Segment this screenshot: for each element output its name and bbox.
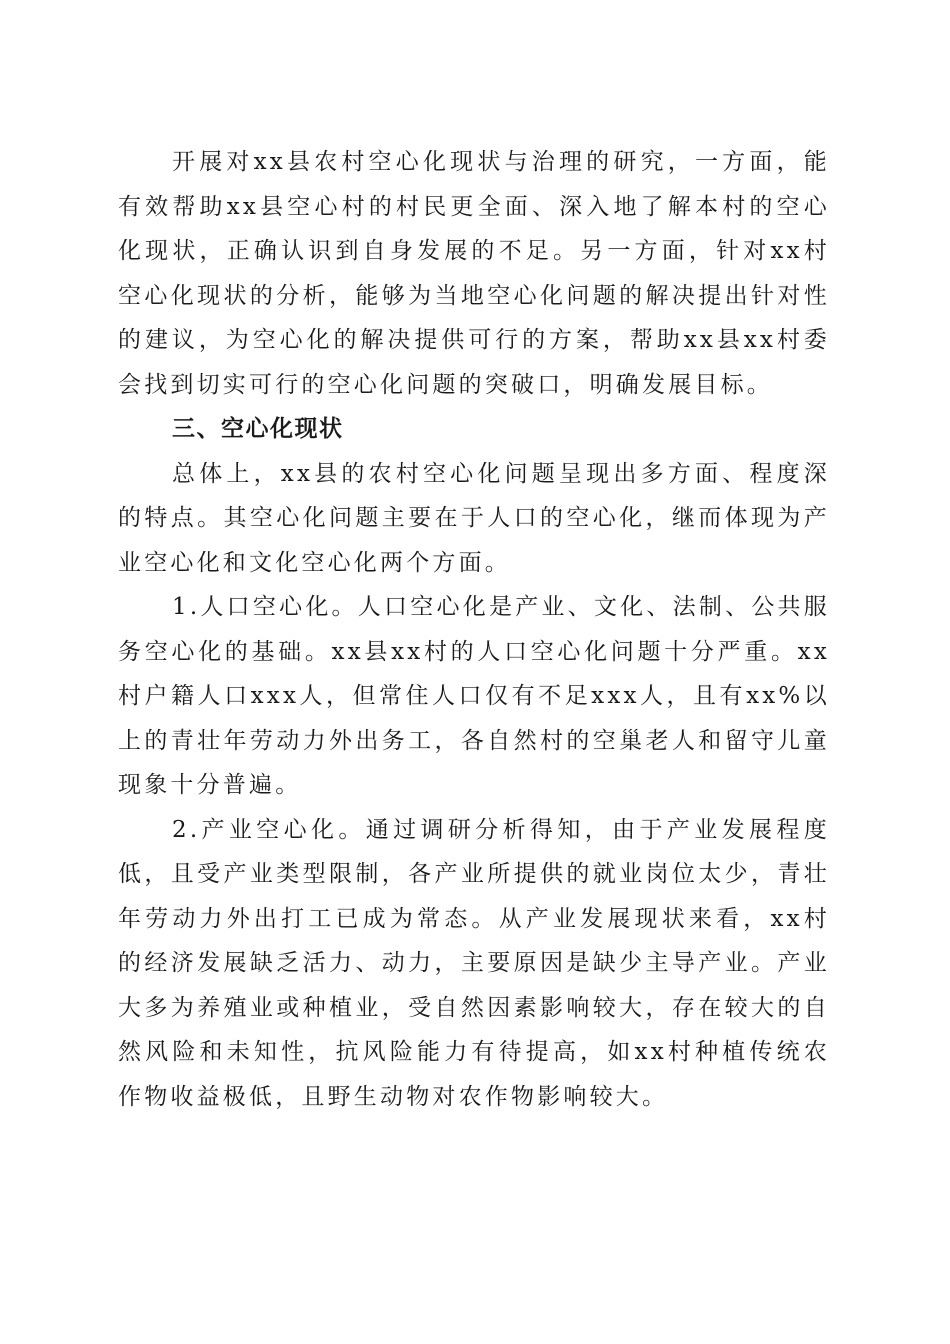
paragraph-population-hollowing: 1.人口空心化。人口空心化是产业、文化、法制、公共服务空心化的基础。xx县xx村的人口空心化问题十分严重。xx村户籍人口xxx人，但常住人口仅有不足xxx人，且有xx%以上的青壮年劳动力外出务工，各自然村的空巢老人和留守儿童现象十分普遍。	[118, 594, 830, 798]
paragraph-research-significance: 开展对xx县农村空心化现状与治理的研究，一方面，能有效帮助xx县空心村的村民更全面、深入地了解本村的空心化现状，正确认识到自身发展的不足。另一方面，针对xx村空心化现状的分析，能够为当地空心化问题的解决提出针对性的建议，为空心化的解决提供可行的方案，帮助xx县xx村委会找到切实可行的空心化问题的突破口，明确发展目标。	[118, 149, 830, 398]
section-heading-hollowing-status: 三、空心化现状	[172, 416, 344, 442]
paragraph-industry-hollowing: 2.产业空心化。通过调研分析得知，由于产业发展程度低，且受产业类型限制，各产业所提供的就业岗位太少，青壮年劳动力外出打工已成为常态。从产业发展现状来看，xx村的经济发展缺乏活力、动力，主要原因是缺少主导产业。产业大多为养殖业或种植业，受自然因素影响较大，存在较大的自然风险和未知性，抗风险能力有待提高，如xx村种植传统农作物收益极低，且野生动物对农作物影响较大。	[118, 816, 830, 1110]
paragraph-overview: 总体上，xx县的农村空心化问题呈现出多方面、程度深的特点。其空心化问题主要在于人口的空心化，继而体现为产业空心化和文化空心化两个方面。	[118, 460, 830, 576]
document-page	[118, 140, 830, 1119]
